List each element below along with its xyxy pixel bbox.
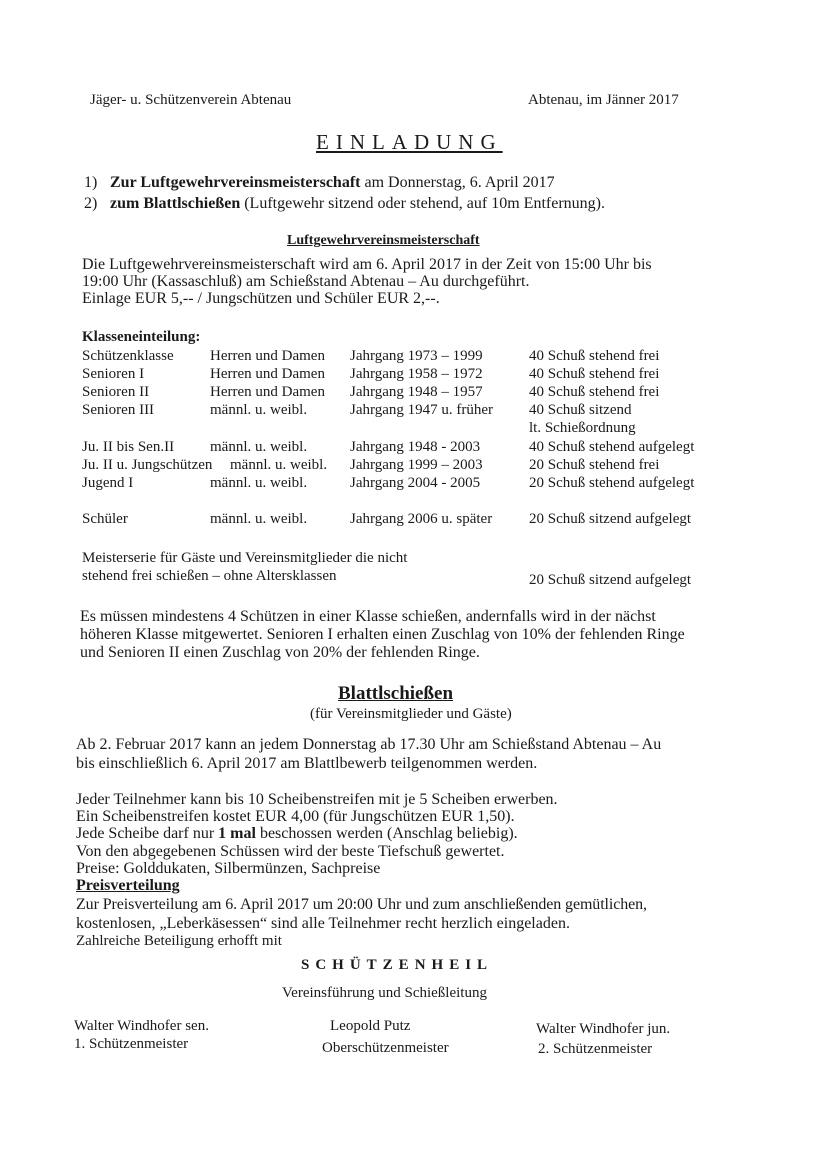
- class-shots: 40 Schuß stehend frei: [529, 384, 660, 400]
- blatt-p1-line-1: Ab 2. Februar 2017 kann an jedem Donnerstag ab 17.30 Uhr am Schießstand Abtenau – Au: [76, 736, 662, 753]
- master-shots: 20 Schuß sitzend aufgelegt: [529, 572, 692, 588]
- club-name: Jäger- u. Schützenverein Abtenau: [90, 92, 292, 108]
- class-name: Schützenklasse: [82, 348, 174, 364]
- blatt-p2-line-5: Preise: Golddukaten, Silbermünzen, Sachpreise: [76, 860, 381, 877]
- class-year: Jahrgang 1999 – 2003: [350, 457, 483, 473]
- class-row: [82, 384, 762, 402]
- lg-line-2: 19:00 Uhr (Kassaschluß) am Schießstand Abtenau – Au durchgeführt.: [82, 273, 530, 290]
- class-gender: Herren und Damen: [210, 384, 325, 400]
- class-row: [82, 402, 762, 420]
- class-name: Schüler: [82, 511, 128, 527]
- class-shots: lt. Schießordnung: [529, 420, 636, 436]
- lg-heading: Luftgewehrvereinsmeisterschaft: [287, 233, 480, 248]
- class-year: Jahrgang 1958 – 1972: [350, 366, 483, 382]
- greeting: SCHÜTZENHEIL: [301, 957, 494, 973]
- class-gender: Herren und Damen: [210, 366, 325, 382]
- class-year: Jahrgang 1948 - 2003: [350, 439, 481, 455]
- intro-item-1-rest: am Donnerstag, 6. April 2017: [360, 174, 555, 191]
- class-shots: 40 Schuß stehend frei: [529, 348, 660, 364]
- note-line-3: und Senioren II einen Zuschlag von 20% der fehlenden Ringe.: [80, 644, 480, 661]
- blatt-p2-line-3-c: beschossen werden (Anschlag beliebig).: [255, 825, 518, 842]
- master-line-1: Meisterserie für Gäste und Vereinsmitglieder die nicht: [82, 550, 408, 566]
- class-shots: 40 Schuß stehend aufgelegt: [529, 439, 695, 455]
- class-name: Jugend I: [82, 475, 134, 491]
- class-year: Jahrgang 1947 u. früher: [350, 402, 494, 418]
- intro-item-1: [84, 174, 555, 192]
- blatt-p1-line-2: bis einschließlich 6. April 2017 am Blattlbewerb teilgenommen werden.: [76, 755, 538, 772]
- class-row: [82, 475, 762, 493]
- class-row: [82, 366, 762, 384]
- class-name: Senioren II: [82, 384, 150, 400]
- blatt-p2-line-2: Ein Scheibenstreifen kostet EUR 4,00 (für Jungschützen EUR 1,50).: [76, 808, 515, 825]
- classes-heading: Klasseneinteilung:: [82, 329, 201, 345]
- lg-line-3: Einlage EUR 5,-- / Jungschützen und Schüler EUR 2,--.: [82, 290, 440, 307]
- intro-item-2-bold: zum Blattlschießen: [110, 195, 241, 212]
- class-name: Senioren III: [82, 402, 155, 418]
- blatt-subheading: (für Vereinsmitglieder und Gäste): [310, 706, 512, 722]
- class-name: Senioren I: [82, 366, 145, 382]
- blatt-heading: Blattlschießen: [338, 683, 454, 704]
- intro-item-1-bold: Zur Luftgewehrvereinsmeisterschaft: [110, 174, 361, 191]
- class-row: [82, 511, 762, 529]
- blatt-p2-line-4: Von den abgegebenen Schüssen wird der beste Tiefschuß gewertet.: [76, 843, 505, 860]
- blatt-p2-line-3: [76, 825, 518, 843]
- class-shots: 40 Schuß sitzend: [529, 402, 632, 418]
- class-gender: männl. u. weibl.: [210, 475, 308, 491]
- intro-item-2-num: 2): [84, 195, 98, 212]
- class-row: [82, 348, 762, 366]
- place-date: Abtenau, im Jänner 2017: [528, 92, 679, 108]
- class-gender: männl. u. weibl.: [210, 439, 308, 455]
- signature-1-name: Walter Windhofer sen.: [74, 1018, 209, 1034]
- blatt-p2-line-3-b: 1 mal: [218, 825, 256, 842]
- class-gender: männl. u. weibl.: [210, 511, 308, 527]
- blatt-p2-line-3-a: Jede Scheibe darf nur: [76, 825, 219, 842]
- signature-2-role: Oberschützenmeister: [322, 1040, 449, 1056]
- signature-3-role: 2. Schützenmeister: [538, 1041, 653, 1057]
- class-year: Jahrgang 2006 u. später: [350, 511, 493, 527]
- class-name: Ju. II bis Sen.II: [82, 439, 175, 455]
- class-year: Jahrgang 2004 - 2005: [350, 475, 481, 491]
- class-shots: 20 Schuß stehend aufgelegt: [529, 475, 695, 491]
- class-row: [82, 439, 762, 457]
- master-line-2: stehend frei schießen – ohne Altersklassen: [82, 568, 337, 584]
- intro-item-2-rest: (Luftgewehr sitzend oder stehend, auf 10m Entfernung).: [240, 195, 605, 212]
- class-row: [82, 420, 762, 438]
- class-shots: 20 Schuß sitzend aufgelegt: [529, 511, 692, 527]
- class-gender: Herren und Damen: [210, 348, 325, 364]
- page-title: EINLADUNG: [316, 130, 503, 154]
- class-gender: männl. u. weibl.: [230, 457, 328, 473]
- note-line-1: Es müssen mindestens 4 Schützen in einer Klasse schießen, andernfalls wird in der nächst: [80, 608, 656, 625]
- class-shots: 40 Schuß stehend frei: [529, 366, 660, 382]
- signature-2-name: Leopold Putz: [330, 1018, 411, 1034]
- class-year: Jahrgang 1973 – 1999: [350, 348, 483, 364]
- intro-item-2: [84, 195, 605, 213]
- intro-item-1-num: 1): [84, 174, 98, 191]
- award-line-3: Zahlreiche Beteiligung erhofft mit: [76, 933, 282, 949]
- award-line-1: Zur Preisverteilung am 6. April 2017 um 20:00 Uhr und zum anschließenden gemütlichen,: [76, 896, 647, 913]
- signature-3-name: Walter Windhofer jun.: [536, 1021, 671, 1037]
- class-row: [82, 457, 762, 475]
- class-shots: 20 Schuß stehend frei: [529, 457, 660, 473]
- management: Vereinsführung und Schießleitung: [282, 985, 487, 1001]
- note-line-2: höheren Klasse mitgewertet. Senioren I erhalten einen Zuschlag von 10% der fehlenden Ringe: [80, 626, 685, 643]
- award-heading: Preisverteilung: [76, 877, 180, 894]
- lg-line-1: Die Luftgewehrvereinsmeisterschaft wird am 6. April 2017 in der Zeit von 15:00 Uhr bis: [82, 256, 652, 273]
- signature-1-role: 1. Schützenmeister: [74, 1036, 189, 1052]
- blatt-p2-line-1: Jeder Teilnehmer kann bis 10 Scheibenstreifen mit je 5 Scheiben erwerben.: [76, 791, 558, 808]
- class-year: Jahrgang 1948 – 1957: [350, 384, 483, 400]
- class-name: Ju. II u. Jungschützen: [82, 457, 213, 473]
- class-gender: männl. u. weibl.: [210, 402, 308, 418]
- award-line-2: kostenlosen, „Leberkäsessen“ sind alle Teilnehmer recht herzlich eingeladen.: [76, 915, 570, 932]
